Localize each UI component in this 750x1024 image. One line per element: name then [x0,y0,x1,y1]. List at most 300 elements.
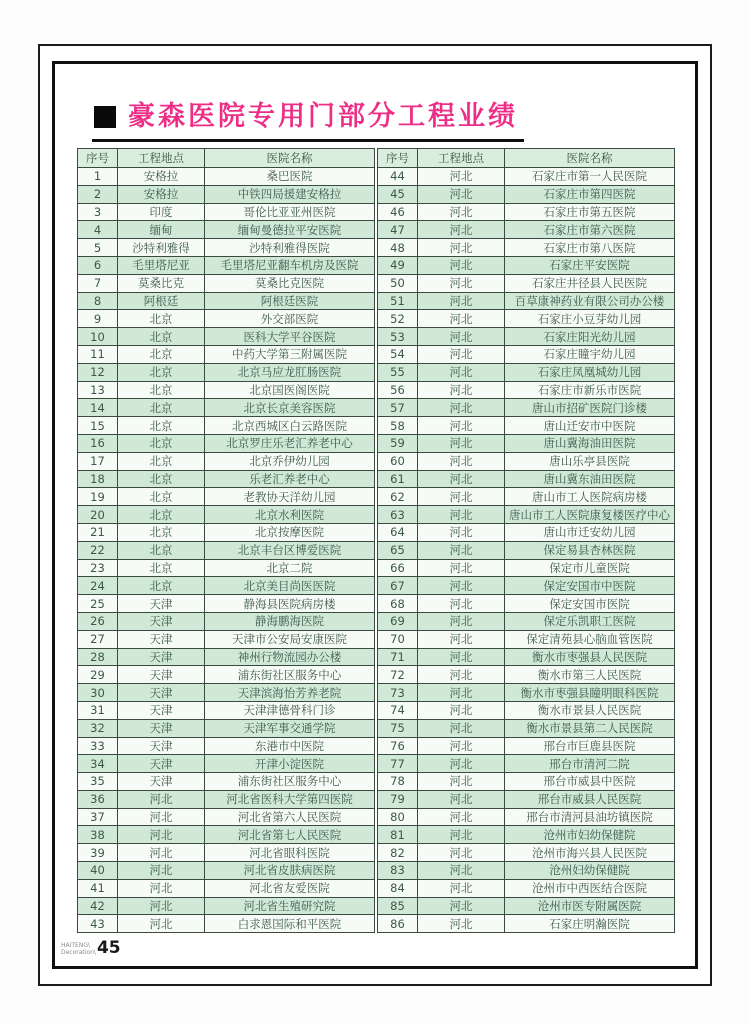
location-cell: 河北 [418,879,505,897]
row-number-cell: 54 [378,345,418,363]
hospital-name-cell: 北京罗庄乐老汇养老中心 [205,434,375,452]
table-row [378,345,675,363]
location-cell: 天津 [118,684,205,702]
table-row [78,755,375,773]
location-cell: 天津 [118,630,205,648]
hospital-name-cell: 哥伦比亚亚州医院 [205,203,375,221]
location-cell: 北京 [118,577,205,595]
row-number-cell: 65 [378,541,418,559]
row-number-cell: 76 [378,737,418,755]
hospital-name-cell: 石家庄市第一人民医院 [505,168,675,186]
hospital-name-cell: 石家庄平安医院 [505,256,675,274]
table-row [78,434,375,452]
brand-line-2: Decoration\ [61,949,96,956]
row-number-cell: 69 [378,612,418,630]
location-cell: 河北 [418,630,505,648]
location-cell: 河北 [418,559,505,577]
table-row [78,256,375,274]
table-row [78,630,375,648]
hospital-name-cell: 天津津德骨科门诊 [205,701,375,719]
hospital-name-cell: 石家庄市第五医院 [505,203,675,221]
hospital-name-cell: 河北省友爱医院 [205,879,375,897]
table-row [378,844,675,862]
row-number-cell: 4 [78,221,118,239]
row-number-cell: 60 [378,452,418,470]
table-row [78,577,375,595]
table-row [378,256,675,274]
location-cell: 北京 [118,417,205,435]
location-cell: 河北 [118,826,205,844]
row-number-cell: 63 [378,506,418,524]
location-cell: 北京 [118,434,205,452]
row-number-cell: 19 [78,488,118,506]
table-row [78,719,375,737]
page-title: 豪森医院专用门部分工程业绩 [128,101,518,132]
project-tables [77,148,675,933]
location-cell: 莫桑比克 [118,274,205,292]
row-number-cell: 18 [78,470,118,488]
table-row [378,381,675,399]
table-row [378,559,675,577]
hospital-name-cell: 保定安国市中医院 [505,577,675,595]
row-number-cell: 31 [78,701,118,719]
location-cell: 缅甸 [118,221,205,239]
table-row [78,559,375,577]
row-number-cell: 52 [378,310,418,328]
row-number-cell: 79 [378,790,418,808]
table-row [78,879,375,897]
row-number-cell: 29 [78,666,118,684]
location-cell: 河北 [418,897,505,915]
row-number-cell: 66 [378,559,418,577]
row-number-cell: 61 [378,470,418,488]
table-row [378,630,675,648]
location-cell: 沙特利雅得 [118,239,205,257]
location-cell: 河北 [418,185,505,203]
location-cell: 河北 [418,595,505,613]
hospital-name-cell: 石家庄小豆芽幼儿园 [505,310,675,328]
table-row [378,506,675,524]
table-row [78,808,375,826]
row-number-cell: 84 [378,879,418,897]
location-cell: 北京 [118,310,205,328]
row-number-cell: 57 [378,399,418,417]
location-cell: 河北 [418,915,505,933]
brand-mark [61,942,96,956]
title-block [92,94,524,142]
hospital-name-cell: 医科大学平谷医院 [205,328,375,346]
row-number-cell: 51 [378,292,418,310]
hospital-name-cell: 河北省第六人民医院 [205,808,375,826]
row-number-cell: 2 [78,185,118,203]
table-row [78,168,375,186]
location-cell: 北京 [118,345,205,363]
hospital-name-cell: 沧州市医专附属医院 [505,897,675,915]
hospital-name-cell: 石家庄市新乐市医院 [505,381,675,399]
hospital-name-cell: 北京美目尚医医院 [205,577,375,595]
row-number-cell: 81 [378,826,418,844]
hospital-name-cell: 天津军事交通学院 [205,719,375,737]
location-cell: 河北 [418,345,505,363]
row-number-cell: 45 [378,185,418,203]
table-row [78,203,375,221]
hospital-name-cell: 桑巴医院 [205,168,375,186]
hospital-name-cell: 石家庄市第八医院 [505,239,675,257]
hospital-name-cell: 北京国医阁医院 [205,381,375,399]
table-right-body [378,168,675,933]
table-row [378,577,675,595]
location-cell: 毛里塔尼亚 [118,256,205,274]
table-row [378,363,675,381]
row-number-cell: 41 [78,879,118,897]
row-number-cell: 86 [378,915,418,933]
location-cell: 河北 [418,399,505,417]
location-cell: 河北 [418,168,505,186]
table-row [78,684,375,702]
location-cell: 天津 [118,737,205,755]
row-number-cell: 68 [378,595,418,613]
hospital-name-cell: 沧州妇幼保健院 [505,862,675,880]
row-number-cell: 74 [378,701,418,719]
table-row [378,203,675,221]
hospital-name-cell: 河北省生殖研究院 [205,897,375,915]
hospital-name-cell: 衡水市景县第二人民医院 [505,719,675,737]
table-row [78,523,375,541]
hospital-name-cell: 唐山市工人医院病房楼 [505,488,675,506]
location-cell: 北京 [118,506,205,524]
location-cell: 河北 [418,452,505,470]
table-row [378,274,675,292]
table-row [78,185,375,203]
table-row [378,826,675,844]
location-cell: 天津 [118,755,205,773]
row-number-cell: 5 [78,239,118,257]
location-cell: 印度 [118,203,205,221]
location-cell: 河北 [418,381,505,399]
hospital-name-cell: 沧州市中西医结合医院 [505,879,675,897]
location-cell: 河北 [118,879,205,897]
column-header-location: 工程地点 [118,149,205,168]
hospital-name-cell: 中铁四局援建安格拉 [205,185,375,203]
location-cell: 河北 [418,737,505,755]
location-cell: 河北 [418,256,505,274]
hospital-name-cell: 沙特利雅得医院 [205,239,375,257]
location-cell: 北京 [118,452,205,470]
hospital-name-cell: 浦东街社区服务中心 [205,666,375,684]
location-cell: 河北 [418,541,505,559]
table-row [378,879,675,897]
hospital-name-cell: 东港市中医院 [205,737,375,755]
hospital-name-cell: 唐山市迁安幼儿园 [505,523,675,541]
row-number-cell: 26 [78,612,118,630]
page-number: 45 [96,938,121,958]
column-header-hospital: 医院名称 [505,149,675,168]
table-row [78,328,375,346]
location-cell: 河北 [418,363,505,381]
location-cell: 阿根廷 [118,292,205,310]
location-cell: 河北 [118,808,205,826]
row-number-cell: 38 [78,826,118,844]
row-number-cell: 80 [378,808,418,826]
location-cell: 河北 [418,790,505,808]
location-cell: 河北 [418,773,505,791]
row-number-cell: 85 [378,897,418,915]
location-cell: 河北 [118,915,205,933]
location-cell: 北京 [118,363,205,381]
hospital-name-cell: 唐山市招矿医院门诊楼 [505,399,675,417]
hospital-name-cell: 河北省眼科医院 [205,844,375,862]
hospital-name-cell: 唐山迁安市中医院 [505,417,675,435]
row-number-cell: 14 [78,399,118,417]
location-cell: 北京 [118,488,205,506]
table-row [378,808,675,826]
hospital-name-cell: 北京乔伊幼儿园 [205,452,375,470]
location-cell: 河北 [418,862,505,880]
hospital-name-cell: 北京丰台区博爱医院 [205,541,375,559]
location-cell: 河北 [418,488,505,506]
row-number-cell: 44 [378,168,418,186]
location-cell: 天津 [118,612,205,630]
row-number-cell: 17 [78,452,118,470]
row-number-cell: 75 [378,719,418,737]
hospital-name-cell: 乐老汇养老中心 [205,470,375,488]
table-row [378,666,675,684]
row-number-cell: 50 [378,274,418,292]
table-row [78,790,375,808]
row-number-cell: 24 [78,577,118,595]
hospital-name-cell: 毛里塔尼亚翻车机房及医院 [205,256,375,274]
column-header-index: 序号 [378,149,418,168]
row-number-cell: 37 [78,808,118,826]
table-row [378,737,675,755]
hospital-name-cell: 莫桑比克医院 [205,274,375,292]
location-cell: 河北 [418,523,505,541]
hospital-name-cell: 保定乐凯职工医院 [505,612,675,630]
table-row [378,452,675,470]
hospital-name-cell: 北京马应龙肛肠医院 [205,363,375,381]
location-cell: 天津 [118,648,205,666]
row-number-cell: 28 [78,648,118,666]
table-row [378,612,675,630]
hospital-name-cell: 河北省皮肤病医院 [205,862,375,880]
location-cell: 河北 [418,417,505,435]
table-header-row [78,149,375,168]
location-cell: 北京 [118,541,205,559]
row-number-cell: 71 [378,648,418,666]
location-cell: 河北 [418,755,505,773]
table-row [78,274,375,292]
table-row [78,612,375,630]
row-number-cell: 70 [378,630,418,648]
location-cell: 河北 [418,506,505,524]
location-cell: 河北 [418,434,505,452]
location-cell: 河北 [118,844,205,862]
location-cell: 河北 [418,808,505,826]
table-row [378,221,675,239]
hospital-name-cell: 老教协天洋幼儿园 [205,488,375,506]
table-row [78,470,375,488]
row-number-cell: 43 [78,915,118,933]
location-cell: 河北 [418,844,505,862]
row-number-cell: 21 [78,523,118,541]
table-row [78,221,375,239]
hospital-name-cell: 邢台市清河县油坊镇医院 [505,808,675,826]
row-number-cell: 56 [378,381,418,399]
row-number-cell: 78 [378,773,418,791]
location-cell: 天津 [118,719,205,737]
hospital-name-cell: 邢台市清河二院 [505,755,675,773]
hospital-name-cell: 阿根廷医院 [205,292,375,310]
hospital-name-cell: 邢台市威县人民医院 [505,790,675,808]
hospital-name-cell: 邢台市威县中医院 [505,773,675,791]
hospital-name-cell: 石家庄井径县人民医院 [505,274,675,292]
hospital-name-cell: 保定市儿童医院 [505,559,675,577]
row-number-cell: 83 [378,862,418,880]
table-row [378,185,675,203]
hospital-name-cell: 百草康神药业有限公司办公楼 [505,292,675,310]
row-number-cell: 55 [378,363,418,381]
hospital-name-cell: 保定清苑县心脑血管医院 [505,630,675,648]
hospital-name-cell: 石家庄明瀚医院 [505,915,675,933]
row-number-cell: 32 [78,719,118,737]
table-row [78,310,375,328]
row-number-cell: 15 [78,417,118,435]
table-row [378,862,675,880]
row-number-cell: 11 [78,345,118,363]
table-row [78,826,375,844]
row-number-cell: 10 [78,328,118,346]
table-row [378,328,675,346]
table-row [78,897,375,915]
table-row [78,701,375,719]
hospital-name-cell: 缅甸曼德拉平安医院 [205,221,375,239]
location-cell: 天津 [118,773,205,791]
hospital-name-cell: 白求恩国际和平医院 [205,915,375,933]
table-row [78,363,375,381]
row-number-cell: 42 [78,897,118,915]
hospital-name-cell: 静海县医院病房楼 [205,595,375,613]
row-number-cell: 53 [378,328,418,346]
row-number-cell: 59 [378,434,418,452]
row-number-cell: 46 [378,203,418,221]
row-number-cell: 58 [378,417,418,435]
table-row [378,470,675,488]
hospital-name-cell: 外交部医院 [205,310,375,328]
row-number-cell: 40 [78,862,118,880]
table-row [378,790,675,808]
row-number-cell: 13 [78,381,118,399]
location-cell: 河北 [418,826,505,844]
table-row [78,452,375,470]
table-row [78,381,375,399]
location-cell: 河北 [418,577,505,595]
table-row [78,541,375,559]
location-cell: 河北 [418,684,505,702]
row-number-cell: 25 [78,595,118,613]
row-number-cell: 27 [78,630,118,648]
outer-border-frame [38,44,712,986]
row-number-cell: 39 [78,844,118,862]
row-number-cell: 47 [378,221,418,239]
row-number-cell: 6 [78,256,118,274]
table-row [378,292,675,310]
hospital-name-cell: 北京按摩医院 [205,523,375,541]
hospital-name-cell: 唐山市工人医院康复楼医疗中心 [505,506,675,524]
hospital-name-cell: 衡水市枣强县瞳明眼科医院 [505,684,675,702]
table-row [78,488,375,506]
hospital-name-cell: 沧州市妇幼保健院 [505,826,675,844]
row-number-cell: 16 [78,434,118,452]
table-row [78,345,375,363]
location-cell: 河北 [418,310,505,328]
row-number-cell: 34 [78,755,118,773]
row-number-cell: 33 [78,737,118,755]
hospital-name-cell: 衡水市景县人民医院 [505,701,675,719]
table-row [378,648,675,666]
title-bullet-square [94,106,116,128]
table-row [378,719,675,737]
row-number-cell: 82 [378,844,418,862]
row-number-cell: 9 [78,310,118,328]
hospital-name-cell: 石家庄市第六医院 [505,221,675,239]
location-cell: 天津 [118,595,205,613]
hospital-name-cell: 北京二院 [205,559,375,577]
row-number-cell: 12 [78,363,118,381]
table-row [78,506,375,524]
hospital-name-cell: 沧州市海兴县人民医院 [505,844,675,862]
hospital-name-cell: 衡水市枣强县人民医院 [505,648,675,666]
column-header-index: 序号 [78,149,118,168]
table-row [378,755,675,773]
location-cell: 北京 [118,328,205,346]
location-cell: 北京 [118,523,205,541]
table-row [378,595,675,613]
table-row [78,417,375,435]
row-number-cell: 3 [78,203,118,221]
row-number-cell: 1 [78,168,118,186]
row-number-cell: 49 [378,256,418,274]
location-cell: 河北 [418,274,505,292]
table-row [78,862,375,880]
table-row [78,399,375,417]
location-cell: 河北 [418,701,505,719]
table-row [378,897,675,915]
location-cell: 河北 [118,897,205,915]
hospital-name-cell: 静海鹏海医院 [205,612,375,630]
column-header-location: 工程地点 [418,149,505,168]
table-left-body [78,168,375,933]
hospital-name-cell: 河北省第七人民医院 [205,826,375,844]
hospital-name-cell: 唐山乐亭县医院 [505,452,675,470]
table-row [378,523,675,541]
location-cell: 北京 [118,559,205,577]
hospital-name-cell: 石家庄市第四医院 [505,185,675,203]
table-row [78,844,375,862]
location-cell: 安格拉 [118,185,205,203]
inner-border-frame [52,61,698,969]
table-row [378,168,675,186]
table-row [78,773,375,791]
hospital-name-cell: 河北省医科大学第四医院 [205,790,375,808]
table-row [378,434,675,452]
hospital-name-cell: 浦东街社区服务中心 [205,773,375,791]
row-number-cell: 73 [378,684,418,702]
hospital-name-cell: 衡水市第三人民医院 [505,666,675,684]
hospital-name-cell: 神州行物流园办公楼 [205,648,375,666]
hospital-name-cell: 唐山冀海油田医院 [505,434,675,452]
location-cell: 河北 [418,239,505,257]
project-table-right [377,148,675,933]
